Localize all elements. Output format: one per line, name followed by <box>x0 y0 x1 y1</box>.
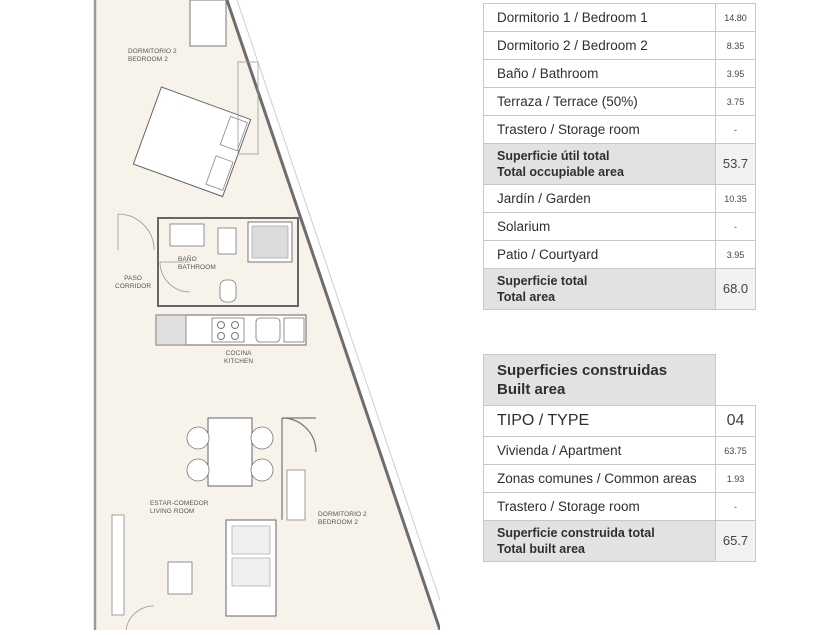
bath-sink <box>170 224 204 246</box>
table-row <box>484 60 756 88</box>
table-row <box>484 116 756 144</box>
room-label-corridor <box>115 275 151 291</box>
table-row <box>484 88 756 116</box>
row-value: 14.80 <box>716 4 756 32</box>
built-area-title-es: Superficies construidas <box>497 362 668 379</box>
built-area-title <box>484 355 716 406</box>
room-name-es: ESTAR-COMEDOR <box>150 500 209 507</box>
row-value: - <box>716 116 756 144</box>
row-label: Trastero / Storage room <box>484 493 716 521</box>
room-name-es: COCINA <box>225 350 252 357</box>
subtotal-value: 53.7 <box>716 144 756 185</box>
built-total-label <box>484 521 716 562</box>
room-name-en: LIVING ROOM <box>150 508 195 515</box>
type-label: TIPO / TYPE <box>484 406 716 437</box>
row-value: 10.35 <box>716 185 756 213</box>
built-area-title-en: Built area <box>497 381 566 398</box>
row-label: Jardín / Garden <box>484 185 716 213</box>
total-value: 68.0 <box>716 269 756 310</box>
row-value: 63.75 <box>716 437 756 465</box>
room-label-kitchen <box>224 350 253 366</box>
tv-unit <box>112 515 124 615</box>
room-name-en: BEDROOM 2 <box>128 56 168 63</box>
subtotal-label-en: Total occupiable area <box>497 165 624 179</box>
row-value: 1.93 <box>716 465 756 493</box>
row-value: - <box>716 213 756 241</box>
built-total-label-es: Superficie construida total <box>497 526 655 540</box>
built-total-label-en: Total built area <box>497 542 585 556</box>
kitchen-sink <box>256 318 280 342</box>
table-row <box>484 493 756 521</box>
table-row <box>484 465 756 493</box>
row-label: Terraza / Terrace (50%) <box>484 88 716 116</box>
room-name-en: BATHROOM <box>178 264 216 271</box>
table-row <box>484 241 756 269</box>
row-label: Zonas comunes / Common areas <box>484 465 716 493</box>
table-row <box>484 213 756 241</box>
room-name-en: KITCHEN <box>224 358 254 365</box>
coffee-table <box>168 562 192 594</box>
row-label: Patio / Courtyard <box>484 241 716 269</box>
type-value: 04 <box>716 406 756 437</box>
wardrobe-top <box>190 0 226 46</box>
room-label-bedroom2-top <box>128 48 177 64</box>
row-value: - <box>716 493 756 521</box>
row-label: Dormitorio 1 / Bedroom 1 <box>484 4 716 32</box>
dining-table <box>208 418 252 486</box>
row-value: 8.35 <box>716 32 756 60</box>
hob <box>212 318 244 342</box>
room-label-bedroom2-bottom <box>318 511 367 527</box>
table-row <box>484 32 756 60</box>
row-value: 3.95 <box>716 60 756 88</box>
row-value: 3.75 <box>716 88 756 116</box>
table-row <box>484 437 756 465</box>
subtotal-row <box>484 144 756 185</box>
room-name-en: CORRIDOR <box>115 283 152 290</box>
row-label: Dormitorio 2 / Bedroom 2 <box>484 32 716 60</box>
room-name-es: PASO <box>124 275 143 282</box>
table-row <box>484 4 756 32</box>
toilet <box>220 280 236 302</box>
room-name-es: BAÑO <box>178 256 197 263</box>
built-area-header <box>484 355 756 406</box>
row-label: Solarium <box>484 213 716 241</box>
built-total-value: 65.7 <box>716 521 756 562</box>
room-label-bathroom <box>178 256 216 272</box>
useful-area-table <box>483 3 756 310</box>
total-row <box>484 269 756 310</box>
header-spacer <box>716 355 756 406</box>
subtotal-label <box>484 144 716 185</box>
bath-cabinet <box>218 228 236 254</box>
built-area-table <box>483 354 756 562</box>
total-label-en: Total area <box>497 290 556 304</box>
room-name-en: BEDROOM 2 <box>318 519 358 526</box>
row-label: Baño / Bathroom <box>484 60 716 88</box>
room-name-es: DORMITORIO 2 <box>128 48 177 55</box>
wardrobe-bottom <box>287 470 305 520</box>
room-name-es: DORMITORIO 2 <box>318 511 367 518</box>
room-label-living <box>150 500 209 516</box>
table-row <box>484 185 756 213</box>
type-row <box>484 406 756 437</box>
subtotal-label-es: Superficie útil total <box>497 149 610 163</box>
total-label <box>484 269 716 310</box>
row-label: Trastero / Storage room <box>484 116 716 144</box>
row-label: Vivienda / Apartment <box>484 437 716 465</box>
built-total-row <box>484 521 756 562</box>
row-value: 3.95 <box>716 241 756 269</box>
total-label-es: Superficie total <box>497 274 588 288</box>
